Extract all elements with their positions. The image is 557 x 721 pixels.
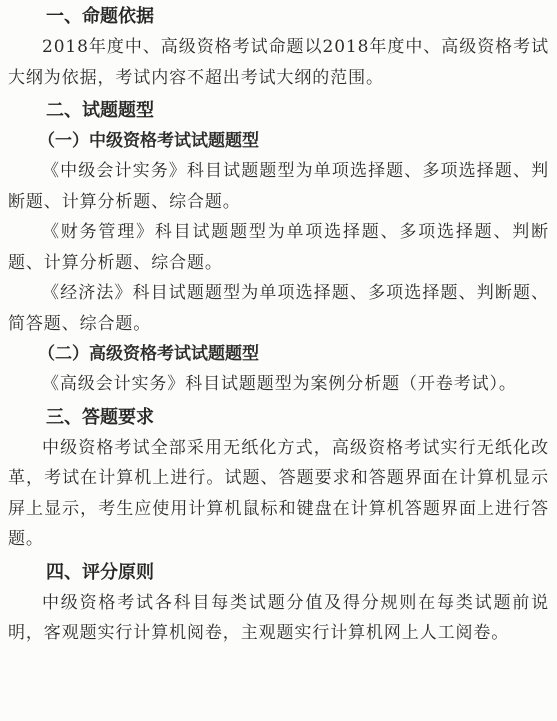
paragraph-senior-accounting: 《高级会计实务》科目试题题型为案例分析题（开卷考试）。: [42, 374, 517, 394]
section-heading-exam-basis: 一、命题依据: [46, 6, 154, 27]
paragraph-scoring-principles: 中级资格考试各科目每类试题分值及得分规则在每类试题前说明，客观题实行计算机阅卷，主观题实行计算机网上人工阅卷。: [8, 592, 549, 643]
section-heading-scoring-principles: 四、评分原则: [46, 561, 154, 583]
subheading-senior-types: （二）高级资格考试试题题型: [38, 344, 259, 364]
paragraph-intermediate-accounting: 《中级会计实务》科目试题题型为单项选择题、多项选择题、判断题、计算分析题、综合题。: [8, 161, 549, 212]
section-heading-question-types: 二、试题题型: [46, 100, 154, 121]
paragraph-exam-basis: 2018年度中、高级资格考试命题以2018年度中、高级资格考试大纲为依据，考试内容不超出考试大纲的范围。: [8, 37, 549, 88]
paragraph-economic-law: 《经济法》科目试题题型为单项选择题、多项选择题、判断题、简答题、综合题。: [8, 283, 549, 334]
paragraph-financial-management: 《财务管理》科目试题题型为单项选择题、多项选择题、判断题、计算分析题、综合题。: [8, 222, 549, 273]
paragraph-answer-requirements: 中级资格考试全部采用无纸化方式，高级资格考试实行无纸化改革，考试在计算机上进行。试题、答题要求和答题界面在计算机显示屏上显示，考生应使用计算机鼠标和键盘在计算机答题界面上进行答题。: [8, 437, 549, 549]
subheading-intermediate-types: （一）中级资格考试试题题型: [38, 131, 259, 151]
section-heading-answer-requirements: 三、答题要求: [46, 406, 154, 428]
